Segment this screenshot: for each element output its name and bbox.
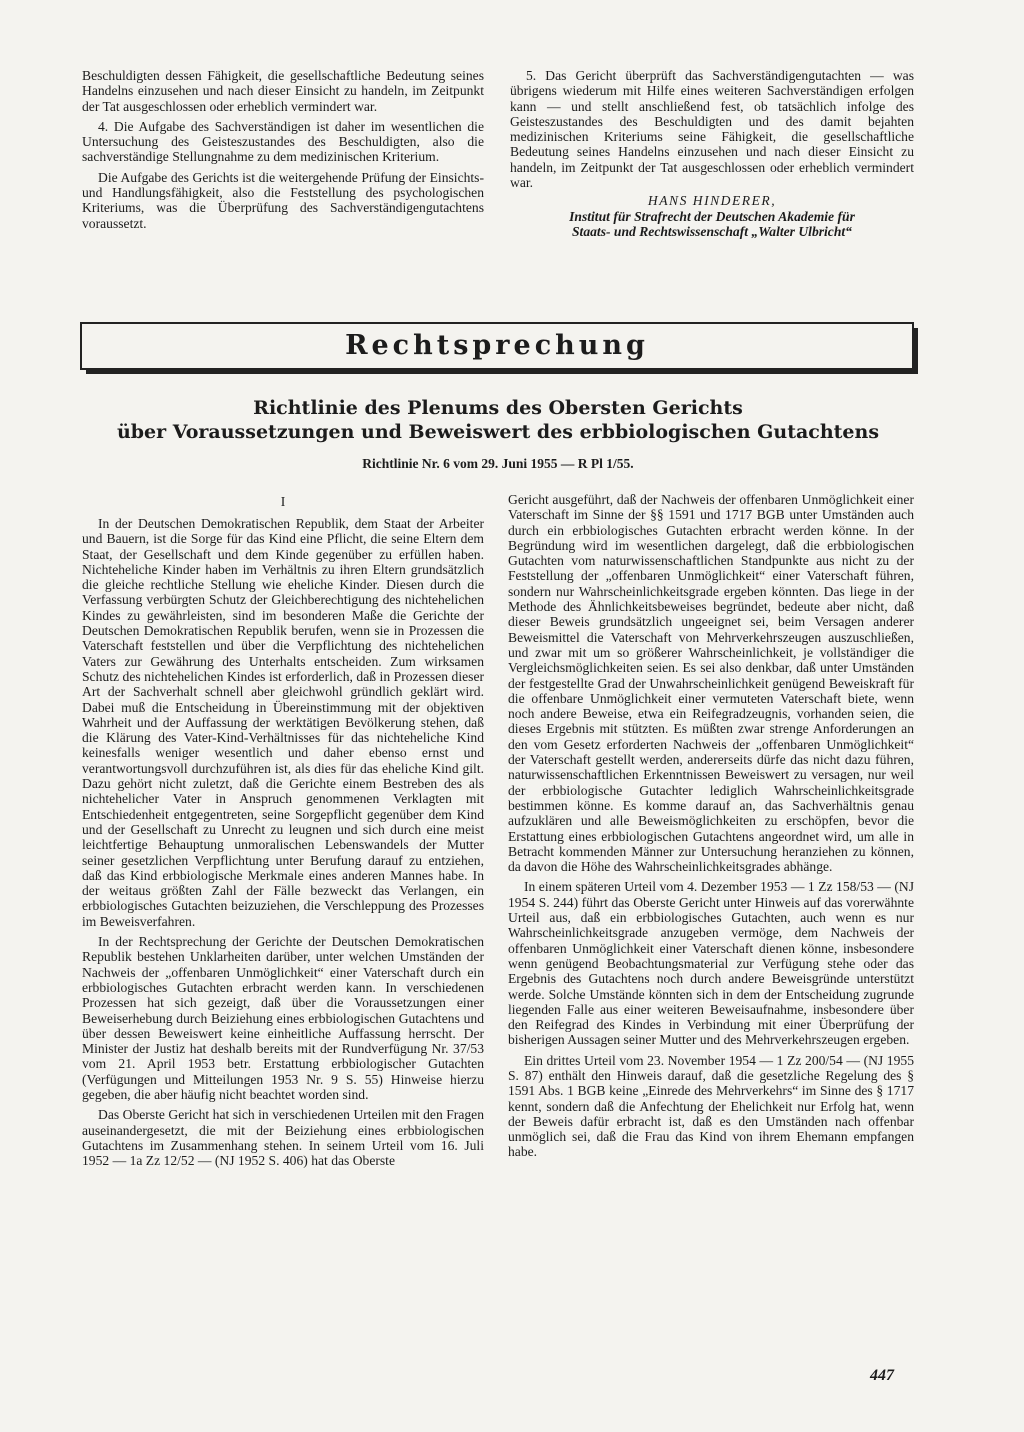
paragraph: In der Deutschen Demokratischen Republik, dem Staat der Arbeiter und Bauern, ist die Sorge für das Kind eine Pflicht, die seine Eltern dem Staat, der Gesellschaft und dem Kinde gegenüber zu erfüllen haben. Nichteheliche Kinder haben im Verhältnis zu ihren Eltern grundsätzlich die gleiche rechtliche Stellung wie eheliche Kinder. Diesen durch die Verfassung verbürgten Schutz der Gleichberechtigung des nichtehelichen Kindes zu gewährleisten, sind im besonderen Maße die Gerichte der Deutschen Demokratischen Republik berufen, wenn sie in Prozessen die Vaterschaft feststellen und über die Verpflichtung des nichtehelichen Vaters zur Gewährung des Unterhalts entscheiden. Zum wirksamen Schutz des nichtehelichen Kindes ist erforderlich, daß in Prozessen dieser Art der Sachverhalt schnell aber gleichwohl gründlich geklärt wird. Dabei muß die Entscheidung in Übereinstimmung mit der objektiven Wahrheit und der Auffassung der werktätigen Bevölkerung stehen, daß die Klärung des Vater-Kind-Verhältnisses für das nichteheliche Kind keinesfalls weniger wesentlich und daher ebenso ernst und verantwortungsvoll durchzuführen ist, als dies für das eheliche Kind gilt. Dazu gehört nicht zuletzt, daß die Gerichte einem Bestreben des als nichtehelicher Vater in Anspruch genommenen Verklagten mit Entschiedenheit entgegentreten, seine Sorgepflicht gegenüber dem Kind und der Gesellschaft zu Unrecht zu leugnen und sich durch eine meist leichtfertige Behauptung unmoralischen Lebenswandels der Mutter seiner gesetzlichen Verpflichtung unter Berufung darauf zu entziehen, daß das Kind erbbiologische Merkmale eines anderen Mannes habe. In der weitaus größten Zahl der Fälle bezweckt das Verlangen, ein erbbiologisches Gutachten beizuziehen, die Verschleppung des Prozesses im Beweisverfahren.	[82, 516, 484, 929]
paragraph: In der Rechtsprechung der Gerichte der Deutschen Demokratischen Republik bestehen Unklarheiten darüber, unter welchen Umständen der Nachweis der „offenbaren Unmöglichkeit“ einer Vaterschaft durch ein erbbiologisches Gutachten erbracht werden kann. In verschiedenen Prozessen hat sich gezeigt, daß über die Voraussetzungen einer Beweiserhebung durch Beiziehung eines erbbiologischen Gutachtens und über dessen Beweiswert keine einheitliche Auffassung herrscht. Der Minister der Justiz hat deshalb bereits mit der Rundverfügung Nr. 37/53 vom 21. April 1953 betr. Erstattung erbbiologischer Gutachten (Verfügungen und Mitteilungen 1953 Nr. 9 S. 55) Hinweise hierzu gegeben, die aber häufig nicht beachtet worden sind.	[82, 934, 484, 1102]
body-left-column	[82, 516, 484, 1168]
author-name: HANS HINDERER,	[647, 193, 777, 209]
paragraph: Ein drittes Urteil vom 23. November 1954 — 1 Zz 200/54 — (NJ 1955 S. 87) enthält den Hinweis darauf, daß die gesetzliche Regelung des § 1591 Abs. 1 BGB keine „Einrede des Mehrverkehrs“ im Sinne des § 1717 kennt, sondern daß die Anfechtung der Ehelichkeit nur Erfolg hat, wenn der Beweis dafür erbracht ist, daß es den Umständen nach offenbar unmöglich sei, daß die Frau das Kind von ihrem Ehemann empfangen habe.	[508, 1052, 914, 1160]
article-reference: Richtlinie Nr. 6 vom 29. Juni 1955 — R Pl 1/55.	[362, 456, 634, 471]
top-right-column	[510, 68, 914, 239]
section-title: Rechtsprechung	[345, 330, 649, 361]
paragraph: Die Aufgabe des Gerichts ist die weitergehende Prüfung der Einsichts- und Handlungsfähigkeit, also die Feststellung des psychologischen Kriteriums, was die Überprüfung des Sachverständigengutachtens voraussetzt.	[82, 169, 484, 231]
headline-line: über Voraussetzungen und Beweiswert des erbbiologischen Gutachtens	[116, 421, 880, 443]
article-headline	[80, 396, 916, 444]
paragraph: 4. Die Aufgabe des Sachverständigen ist daher im wesentlichen die Untersuchung des Geisteszustandes des Beschuldigten, also die sachverständige Stellungnahme zu dem medizinischen Kriterium.	[82, 118, 484, 165]
section-numeral: I	[280, 494, 286, 509]
paragraph: Gericht ausgeführt, daß der Nachweis der offenbaren Unmöglichkeit einer Vaterschaft im Sinne der §§ 1591 und 1717 BGB unter Umständen auch durch ein erbbiologisches Gutachten erbracht werden könne. In der Begründung wird im wesentlichen dargelegt, daß die erbbiologischen Gutachten vom naturwissenschaftlichen Standpunkte aus nicht zu der Feststellung der „offenbaren Unmöglichkeit“ einer Vaterschaft führen, sondern nur Wahrscheinlichkeitsgrade ergeben könnten. Das liege in der Methode des Ähnlichkeitsbeweises begründet, bedeute aber nicht, daß dieser Beweis grundsätzlich ungeeignet sei, beim Versagen anderer Beweismittel die Vaterschaft von Mehrverkehrszeugen auszuschließen, und zwar mit um so größerer Wahrscheinlichkeit, je vollständiger die Vergleichsmöglichkeiten seien. Es sei also denkbar, daß unter Umständen der festgestellte Grad der Unwahrscheinlichkeit genügend Beweiskraft für die offenbare Unmöglichkeit einer vermuteten Vaterschaft biete, wenn noch andere Beweise, etwa ein Reifegradzeugnis, vorhanden seien, die dieses Ergebnis mit stützten. Es müßten zwar strenge Anforderungen an den vom Gesetz erforderten Nachweis der „offenbaren Unmöglichkeit“ der Vaterschaft gestellt werden, andererseits dürfe das nicht dazu führen, naturwissenschaftlichen Erkenntnissen Beweiswert zu versagen, nur weil der erbbiologische Gutachter lediglich Wahrscheinlichkeitsgrade bestimmen könne. Es komme darauf an, das Sachverhältnis genau aufzuklären und alle Beweismöglichkeiten zu erschöpfen, bevor die Erstattung eines erbbiologischen Gutachtens angeordnet wird, um alle in Betracht kommenden Männer zur Untersuchung heranziehen zu können, da davon die Höhe des Wahrscheinlichkeitsgrades abhänge.	[508, 492, 914, 875]
top-left-column	[82, 68, 484, 231]
author-institute-line: Staats- und Rechtswissenschaft „Walter Ulbricht“	[572, 223, 852, 239]
paragraph: In einem späteren Urteil vom 4. Dezember 1953 — 1 Zz 158/53 — (NJ 1954 S. 244) führt das Oberste Gericht unter Hinweis auf das vorerwähnte Urteil aus, daß ein erbbiologisches Gutachten, auch wenn es nur Wahrscheinlichkeitsgrade anzugeben vermöge, dem Nachweis der offenbaren Unmöglichkeit einer Vaterschaft dienen könne, insbesondere wenn genügend Beobachtungsmaterial zur Verfügung stehe oder das Ergebnis des Gutachtens noch durch andere Beweisgründe unterstützt werde. Solche Umstände könnten sich in dem der Entscheidung zugrunde liegenden Falle aus einer weiteren Beweisaufnahme, insbesondere über den Reifegrad des Kindes in Verbindung mit einer Überprüfung der bisherigen Aussagen seiner Mutter und des Mehrverkehrszeugen ergeben.	[508, 879, 914, 1048]
body-right-column	[508, 492, 914, 1160]
author-institute-line: Institut für Strafrecht der Deutschen Akademie für	[569, 208, 855, 224]
paragraph: 5. Das Gericht überprüft das Sachverständigengutachten — was übrigens wiederum mit Hilfe eines weiteren Sachverständigen erfolgen kann — und stellt anschließend fest, ob tatsächlich infolge des Geisteszustandes des Beschuldigten und des damit bejahten medizinischen Kriteriums seine Fähigkeit, die gesellschaftliche Bedeutung seines Handelns einzusehen und nach dieser Einsicht zu handeln, im Zeitpunkt der Tat ausgeschlossen oder erheblich vermindert war.	[510, 68, 914, 191]
page-number: 447	[870, 1367, 894, 1384]
headline-line: Richtlinie des Plenums des Obersten Gerichts	[253, 397, 743, 419]
paragraph: Beschuldigten dessen Fähigkeit, die gesellschaftliche Bedeutung seines Handelns einzusehen und nach dieser Einsicht zu handeln, im Zeitpunkt der Tat ausgeschlossen oder erheblich vermindert war.	[82, 68, 484, 114]
paragraph: Das Oberste Gericht hat sich in verschiedenen Urteilen mit den Fragen auseinandergesetzt, die mit der Beiziehung eines erbbiologischen Gutachtens im Zusammenhang stehen. In seinem Urteil vom 16. Juli 1952 — 1a Zz 12/52 — (NJ 1952 S. 406) hat das Oberste	[82, 1107, 484, 1169]
author-block	[510, 193, 914, 239]
section-header-box	[80, 322, 914, 370]
